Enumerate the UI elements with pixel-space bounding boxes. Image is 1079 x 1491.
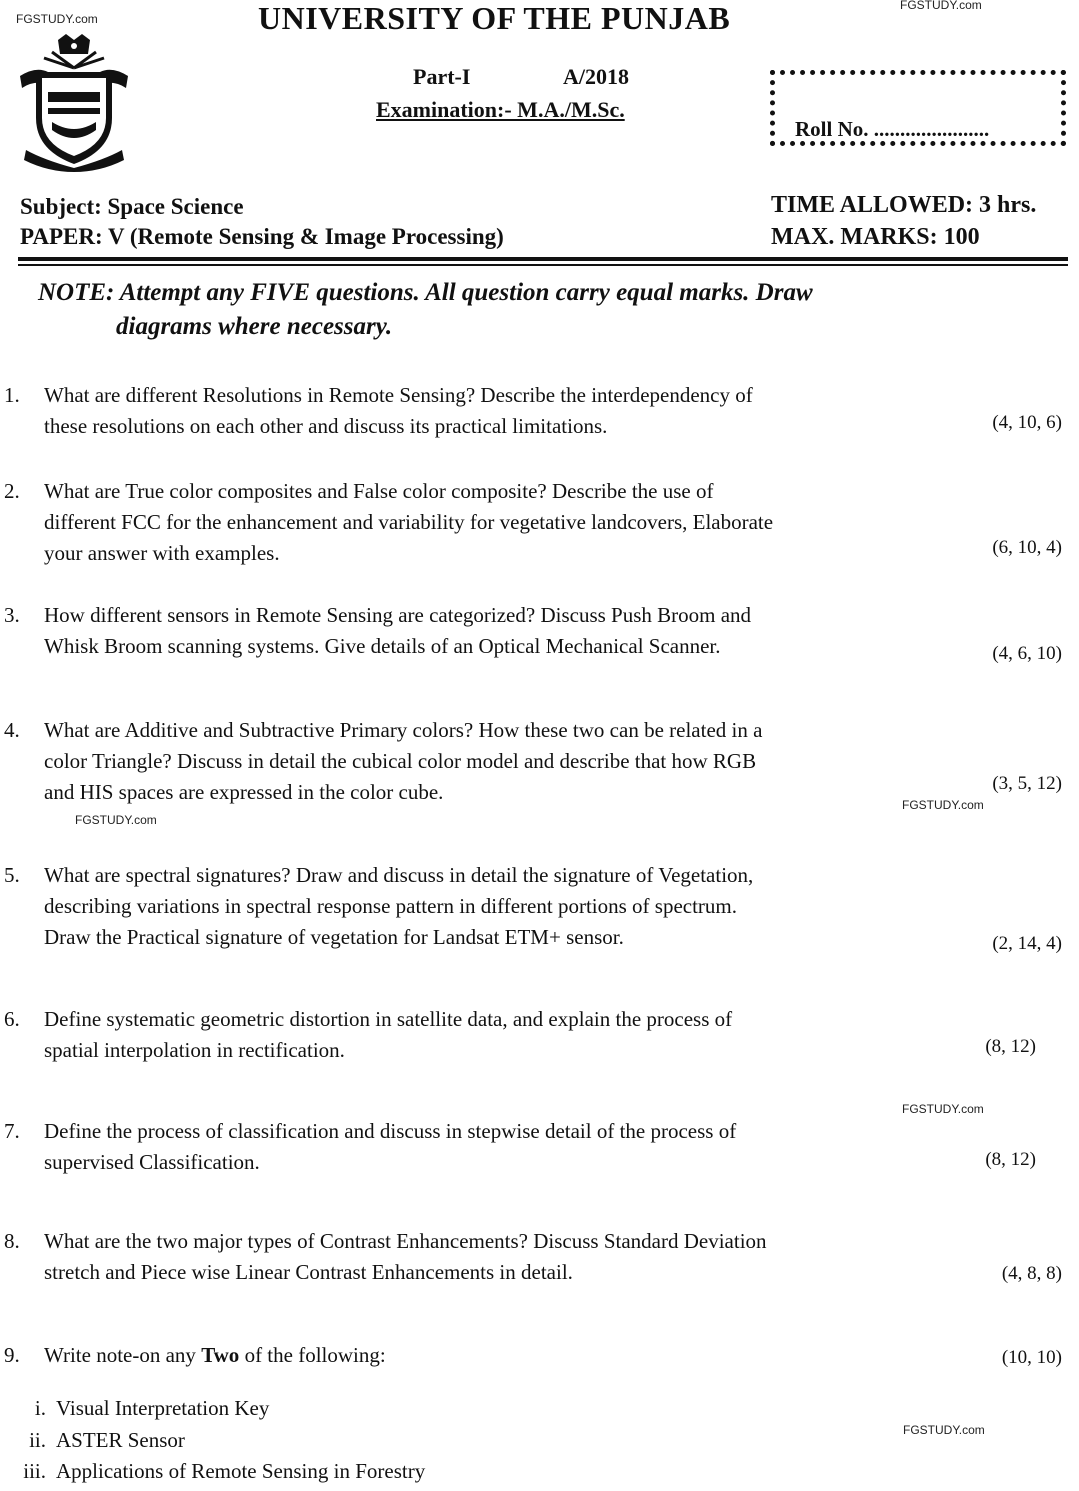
question-text — [44, 1340, 989, 1371]
question-line: describing variations in spectral response pattern in different portions of spectrum. — [44, 894, 737, 918]
question-1 — [4, 380, 1074, 444]
question-marks: (4, 8, 8) — [1001, 1263, 1062, 1284]
paper-label: PAPER: V (Remote Sensing & Image Processing) — [20, 224, 504, 249]
sub-item-number: i. — [34, 1396, 46, 1420]
question-marks: (3, 5, 12) — [992, 773, 1062, 794]
question-line: What are spectral signatures? Draw and discuss in detail the signature of Vegetation, — [44, 863, 754, 887]
question-line: Define systematic geometric distortion in satellite data, and explain the process of — [44, 1007, 733, 1031]
watermark-top-right: FGSTUDY.com — [900, 0, 982, 12]
watermark-top-left: FGSTUDY.com — [16, 12, 98, 26]
roll-number-field: Roll No. ...................... — [795, 117, 990, 141]
watermark-q7: FGSTUDY.com — [902, 1102, 984, 1116]
question-number: 8. — [4, 1229, 20, 1253]
question-text — [44, 476, 989, 569]
question-number: 5. — [4, 863, 20, 887]
question-line: your answer with examples. — [44, 541, 280, 565]
question-marks: (4, 10, 6) — [992, 412, 1062, 433]
question-line: and HIS spaces are expressed in the color cube. — [44, 780, 444, 804]
question-8 — [4, 1226, 1074, 1290]
subject-label: Subject: Space Science — [20, 194, 244, 219]
question-9 — [4, 1340, 1074, 1374]
question-text — [44, 1116, 989, 1178]
sub-item-text: ASTER Sensor — [56, 1428, 185, 1452]
sub-item-text: Applications of Remote Sensing in Forestry — [56, 1459, 426, 1483]
question-7 — [4, 1116, 1074, 1180]
question-marks: (6, 10, 4) — [992, 537, 1062, 558]
examination-label: Examination:- M.A./M.Sc. — [376, 97, 625, 122]
question-line: stretch and Piece wise Linear Contrast Enhancements in detail. — [44, 1260, 573, 1284]
question-marks: (4, 6, 10) — [992, 643, 1062, 664]
question-line: different FCC for the enhancement and variability for vegetative landcovers, Elaborate — [44, 510, 774, 534]
question-line: Whisk Broom scanning systems. Give details of an Optical Mechanical Scanner. — [44, 634, 721, 658]
exam-part: Part-I — [413, 64, 471, 89]
sub-item-number: iii. — [23, 1459, 46, 1483]
watermark-q4-left: FGSTUDY.com — [75, 813, 157, 827]
note-line-2: diagrams where necessary. — [116, 313, 393, 340]
question-text-pre: Write note-on any — [44, 1343, 202, 1367]
question-line: What are Additive and Subtractive Primary colors? How these two can be related in a — [44, 718, 763, 742]
question-number: 1. — [4, 383, 20, 407]
question-line: supervised Classification. — [44, 1150, 260, 1174]
question-line: Define the process of classification and discuss in stepwise detail of the process of — [44, 1119, 737, 1143]
question-line: spatial interpolation in rectification. — [44, 1038, 345, 1062]
question-line: How different sensors in Remote Sensing are categorized? Discuss Push Broom and — [44, 603, 752, 627]
question-text-emphasis: Two — [201, 1343, 240, 1367]
question-text — [44, 600, 989, 662]
watermark-q4-right: FGSTUDY.com — [902, 798, 984, 812]
question-text — [44, 1004, 989, 1066]
question-3 — [4, 600, 1074, 664]
university-title: UNIVERSITY OF THE PUNJAB — [258, 0, 731, 36]
question-text — [44, 715, 989, 808]
sub-item-number: ii. — [29, 1428, 46, 1452]
sub-item-1 — [0, 1396, 269, 1421]
question-marks: (8, 12) — [985, 1149, 1036, 1170]
question-number: 7. — [4, 1119, 20, 1143]
time-allowed: TIME ALLOWED: 3 hrs. — [771, 192, 1037, 218]
question-text — [44, 1226, 989, 1288]
question-4 — [4, 715, 1074, 811]
question-text — [44, 860, 989, 953]
question-6 — [4, 1004, 1074, 1068]
sub-item-2 — [0, 1428, 185, 1453]
question-marks: (10, 10) — [1001, 1347, 1062, 1368]
question-text — [44, 380, 989, 442]
question-text-post: of the following: — [239, 1343, 386, 1367]
question-line: these resolutions on each other and discuss its practical limitations. — [44, 414, 608, 438]
instructions-note — [38, 276, 1038, 344]
question-number: 4. — [4, 718, 20, 742]
question-line: What are the two major types of Contrast Enhancements? Discuss Standard Deviation — [44, 1229, 767, 1253]
note-line-1: NOTE: Attempt any FIVE questions. All question carry equal marks. Draw — [38, 279, 813, 306]
question-marks: (8, 12) — [985, 1036, 1036, 1057]
exam-session: A/2018 — [563, 64, 629, 89]
question-5 — [4, 860, 1074, 956]
sub-item-3 — [0, 1459, 425, 1484]
sub-item-text: Visual Interpretation Key — [56, 1396, 270, 1420]
header-divider-thick — [18, 257, 1068, 261]
question-line: What are different Resolutions in Remote Sensing? Describe the interdependency of — [44, 383, 753, 407]
roll-number-box — [770, 70, 1066, 146]
question-number: 9. — [4, 1343, 20, 1367]
question-line: What are True color composites and False color composite? Describe the use of — [44, 479, 714, 503]
question-2 — [4, 476, 1074, 572]
question-marks: (2, 14, 4) — [992, 933, 1062, 954]
question-number: 3. — [4, 603, 20, 627]
university-crest-logo — [14, 32, 134, 172]
header-divider-thin — [18, 264, 1068, 266]
max-marks: MAX. MARKS: 100 — [771, 224, 980, 250]
question-number: 6. — [4, 1007, 20, 1031]
watermark-bottom: FGSTUDY.com — [903, 1423, 985, 1437]
question-number: 2. — [4, 479, 20, 503]
question-line: Draw the Practical signature of vegetation for Landsat ETM+ sensor. — [44, 925, 624, 949]
question-line: color Triangle? Discuss in detail the cubical color model and describe that how RGB — [44, 749, 757, 773]
